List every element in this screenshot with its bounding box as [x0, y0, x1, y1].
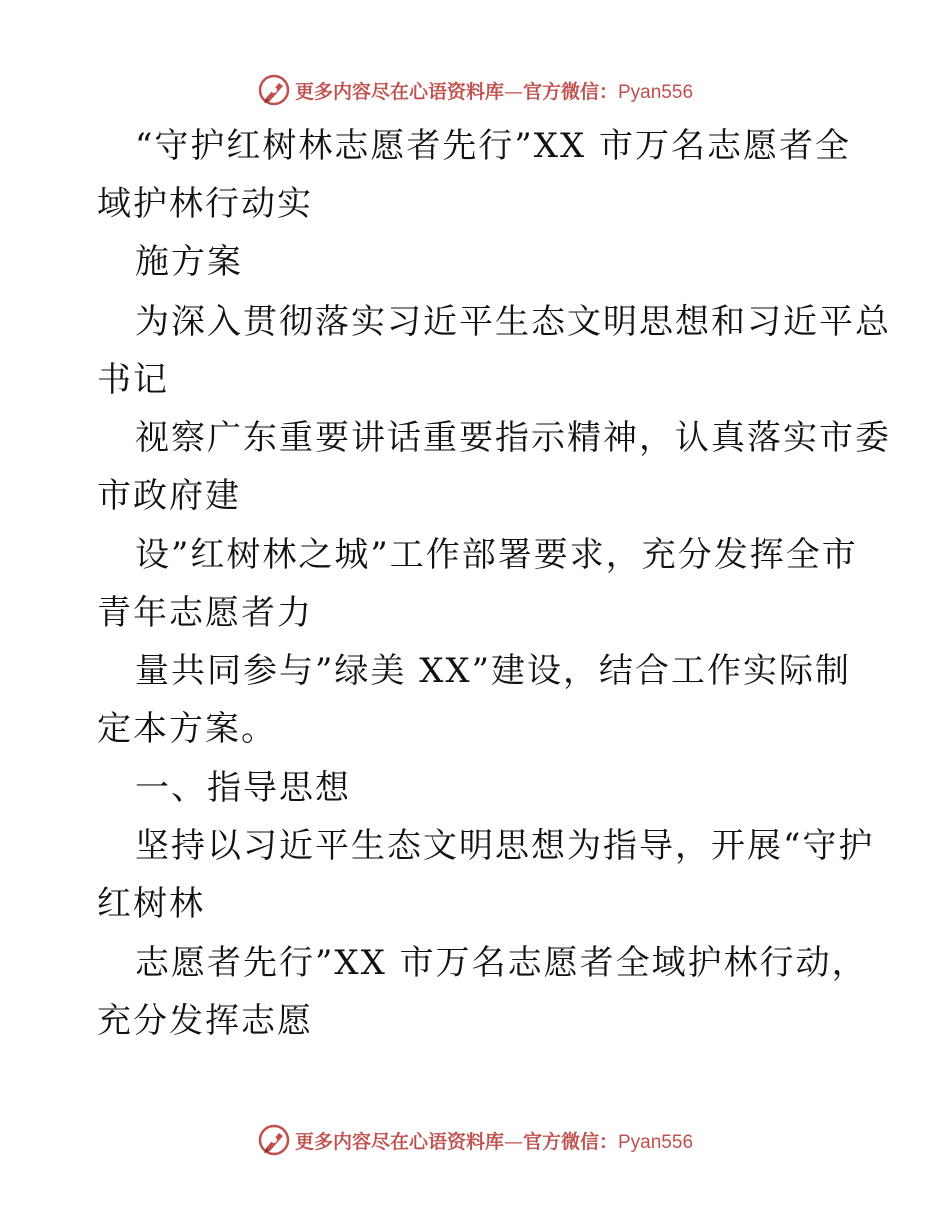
paragraph-line: 红树林 [97, 884, 205, 924]
title-line-3: 施方案 [135, 242, 243, 282]
paragraph-line: 视察广东重要讲话重要指示精神，认真落实市委 [135, 418, 891, 458]
paragraph-line: 设”红树林之城”工作部署要求，充分发挥全市 [135, 535, 858, 575]
paragraph-line: 量共同参与”绿美 XX”建设，结合工作实际制 [135, 651, 851, 691]
paragraph-line: 青年志愿者力 [97, 593, 313, 633]
banner-wechat-id: Pyan556 [618, 1131, 694, 1153]
banner-library-text: 更多内容尽在心语资料库 [294, 80, 504, 103]
paragraph-line: 定本方案。 [97, 709, 277, 749]
header-banner [0, 70, 950, 110]
paragraph-line: 为深入贯彻落实习近平生态文明思想和习近平总 [135, 302, 891, 342]
pen-logo-icon [257, 1123, 291, 1157]
banner-wechat-label: 官方微信： [522, 1130, 618, 1153]
section-heading: 一、指导思想 [135, 768, 351, 808]
title-line-2: 域护林行动实 [97, 184, 313, 224]
banner-separator: — [503, 80, 523, 103]
paragraph-line: 志愿者先行”XX 市万名志愿者全域护林行动， [135, 943, 868, 983]
paragraph-line: 坚持以习近平生态文明思想为指导，开展“守护 [135, 826, 875, 866]
footer-banner [0, 1120, 950, 1160]
banner-wechat-label: 官方微信： [522, 80, 618, 103]
paragraph-line: 市政府建 [97, 476, 241, 516]
banner-separator: — [503, 1130, 523, 1153]
banner-wechat-id: Pyan556 [618, 81, 694, 103]
paragraph-line: 充分发挥志愿 [97, 1001, 313, 1041]
paragraph-line: 书记 [97, 360, 169, 400]
pen-logo-icon [257, 73, 291, 107]
title-line-1: “守护红树林志愿者先行”XX 市万名志愿者全 [135, 126, 851, 166]
banner-library-text: 更多内容尽在心语资料库 [294, 1130, 504, 1153]
